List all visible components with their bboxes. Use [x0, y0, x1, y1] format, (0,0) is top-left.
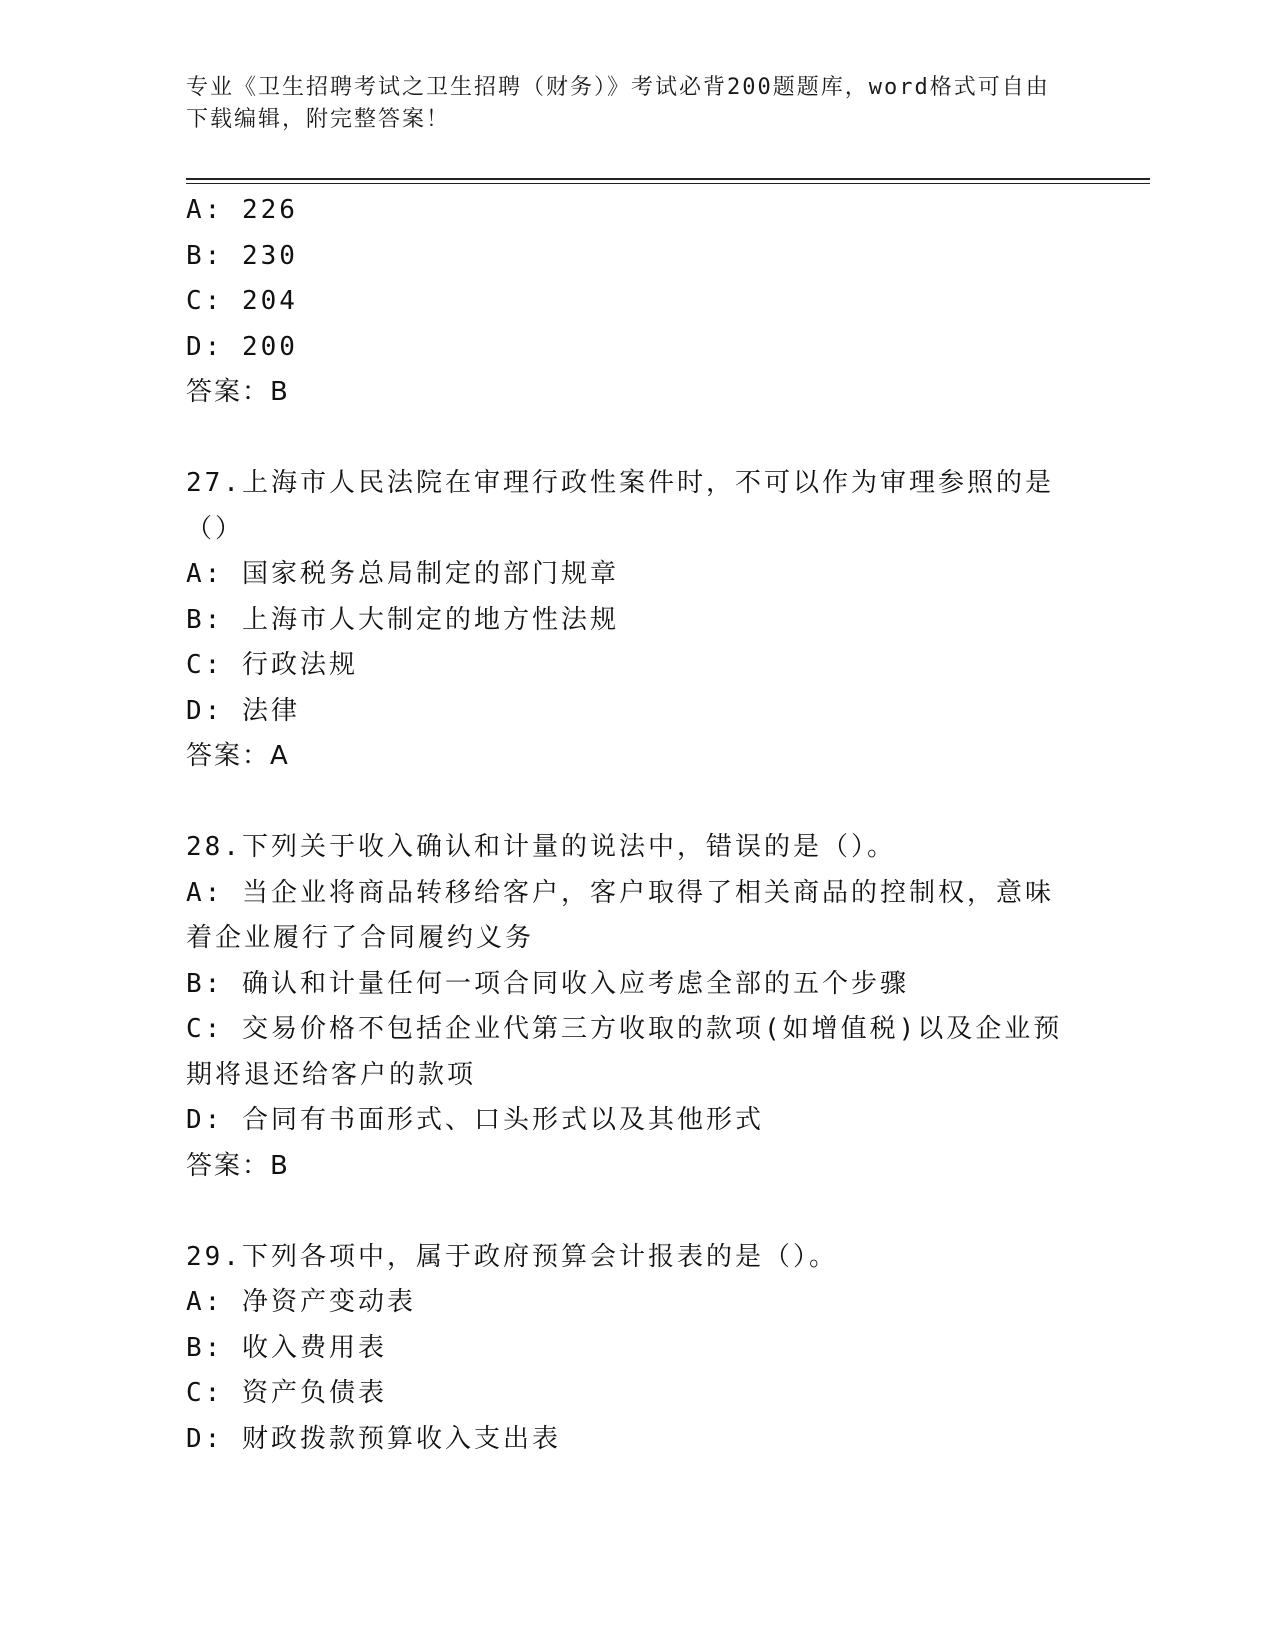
option-row	[186, 598, 1066, 644]
option-text: 交易价格不包括企业代第三方收取的款项(如增值税)以及企业预期将退还给客户的款项	[186, 1014, 1063, 1090]
option-text: 226	[241, 195, 298, 225]
option-row	[186, 1371, 1066, 1417]
option-row	[186, 234, 1066, 280]
option-text: 合同有书面形式、口头形式以及其他形式	[241, 1105, 764, 1135]
option-label: A:	[186, 877, 242, 908]
option-text: 资产负债表	[241, 1378, 387, 1408]
option-label: B:	[186, 1332, 242, 1363]
option-label: D:	[186, 695, 242, 726]
option-label: C:	[186, 650, 242, 680]
option-row	[186, 188, 1066, 234]
option-label: D:	[186, 1105, 242, 1135]
option-row	[186, 689, 1066, 735]
question-block	[186, 461, 1066, 780]
option-label: C:	[186, 1014, 242, 1044]
option-label: D:	[186, 1423, 242, 1454]
option-row	[186, 325, 1066, 371]
header-title: 专业《卫生招聘考试之卫生招聘（财务）》考试必背200题题库，word格式可自由下载编辑，附完整答案！	[186, 75, 1050, 132]
option-text: 204	[241, 286, 298, 316]
option-row	[186, 1326, 1066, 1372]
option-row	[186, 1280, 1066, 1326]
header-divider-thick	[186, 178, 1150, 180]
document-header	[186, 72, 1066, 136]
option-label: A:	[186, 559, 242, 589]
option-text: 当企业将商品转移给客户，客户取得了相关商品的控制权，意味着企业履行了合同履约义务	[186, 877, 1054, 953]
question-stem: 28.下列关于收入确认和计量的说法中，错误的是（）。	[186, 832, 896, 862]
question-block	[186, 1235, 1066, 1463]
spacer	[186, 1189, 1066, 1235]
option-text: 230	[241, 240, 298, 271]
option-text: 国家税务总局制定的部门规章	[241, 559, 619, 589]
option-row	[186, 871, 1066, 962]
option-row	[186, 552, 1066, 598]
spacer	[186, 780, 1066, 826]
option-text: 200	[241, 331, 298, 362]
question-list	[186, 188, 1066, 1462]
answer-line: 答案：B	[186, 377, 290, 407]
answer-line: 答案：B	[186, 1150, 290, 1181]
option-label: B:	[186, 968, 242, 999]
header-divider-thin	[186, 183, 1150, 184]
option-row	[186, 279, 1066, 325]
option-text: 确认和计量任何一项合同收入应考虑全部的五个步骤	[241, 968, 909, 999]
question-block	[186, 188, 1066, 416]
option-label: B:	[186, 240, 242, 271]
question-stem: 27.上海市人民法院在审理行政性案件时，不可以作为审理参照的是（）	[186, 468, 1054, 544]
question-block	[186, 825, 1066, 1189]
option-row	[186, 1417, 1066, 1463]
option-row	[186, 1007, 1066, 1098]
option-row	[186, 643, 1066, 689]
option-row	[186, 1098, 1066, 1144]
option-label: C:	[186, 1378, 242, 1408]
option-text: 收入费用表	[241, 1332, 387, 1363]
spacer	[186, 416, 1066, 462]
option-text: 法律	[241, 695, 300, 726]
option-label: B:	[186, 604, 242, 635]
option-label: C:	[186, 286, 242, 316]
option-text: 财政拨款预算收入支出表	[241, 1423, 561, 1454]
option-row	[186, 962, 1066, 1008]
question-stem: 29.下列各项中，属于政府预算会计报表的是（）。	[186, 1241, 838, 1272]
answer-line: 答案：A	[186, 741, 290, 771]
option-label: A:	[186, 195, 242, 225]
option-text: 行政法规	[241, 650, 358, 680]
option-label: D:	[186, 331, 242, 362]
option-label: A:	[186, 1287, 242, 1317]
option-text: 净资产变动表	[241, 1287, 416, 1317]
option-text: 上海市人大制定的地方性法规	[241, 604, 619, 635]
